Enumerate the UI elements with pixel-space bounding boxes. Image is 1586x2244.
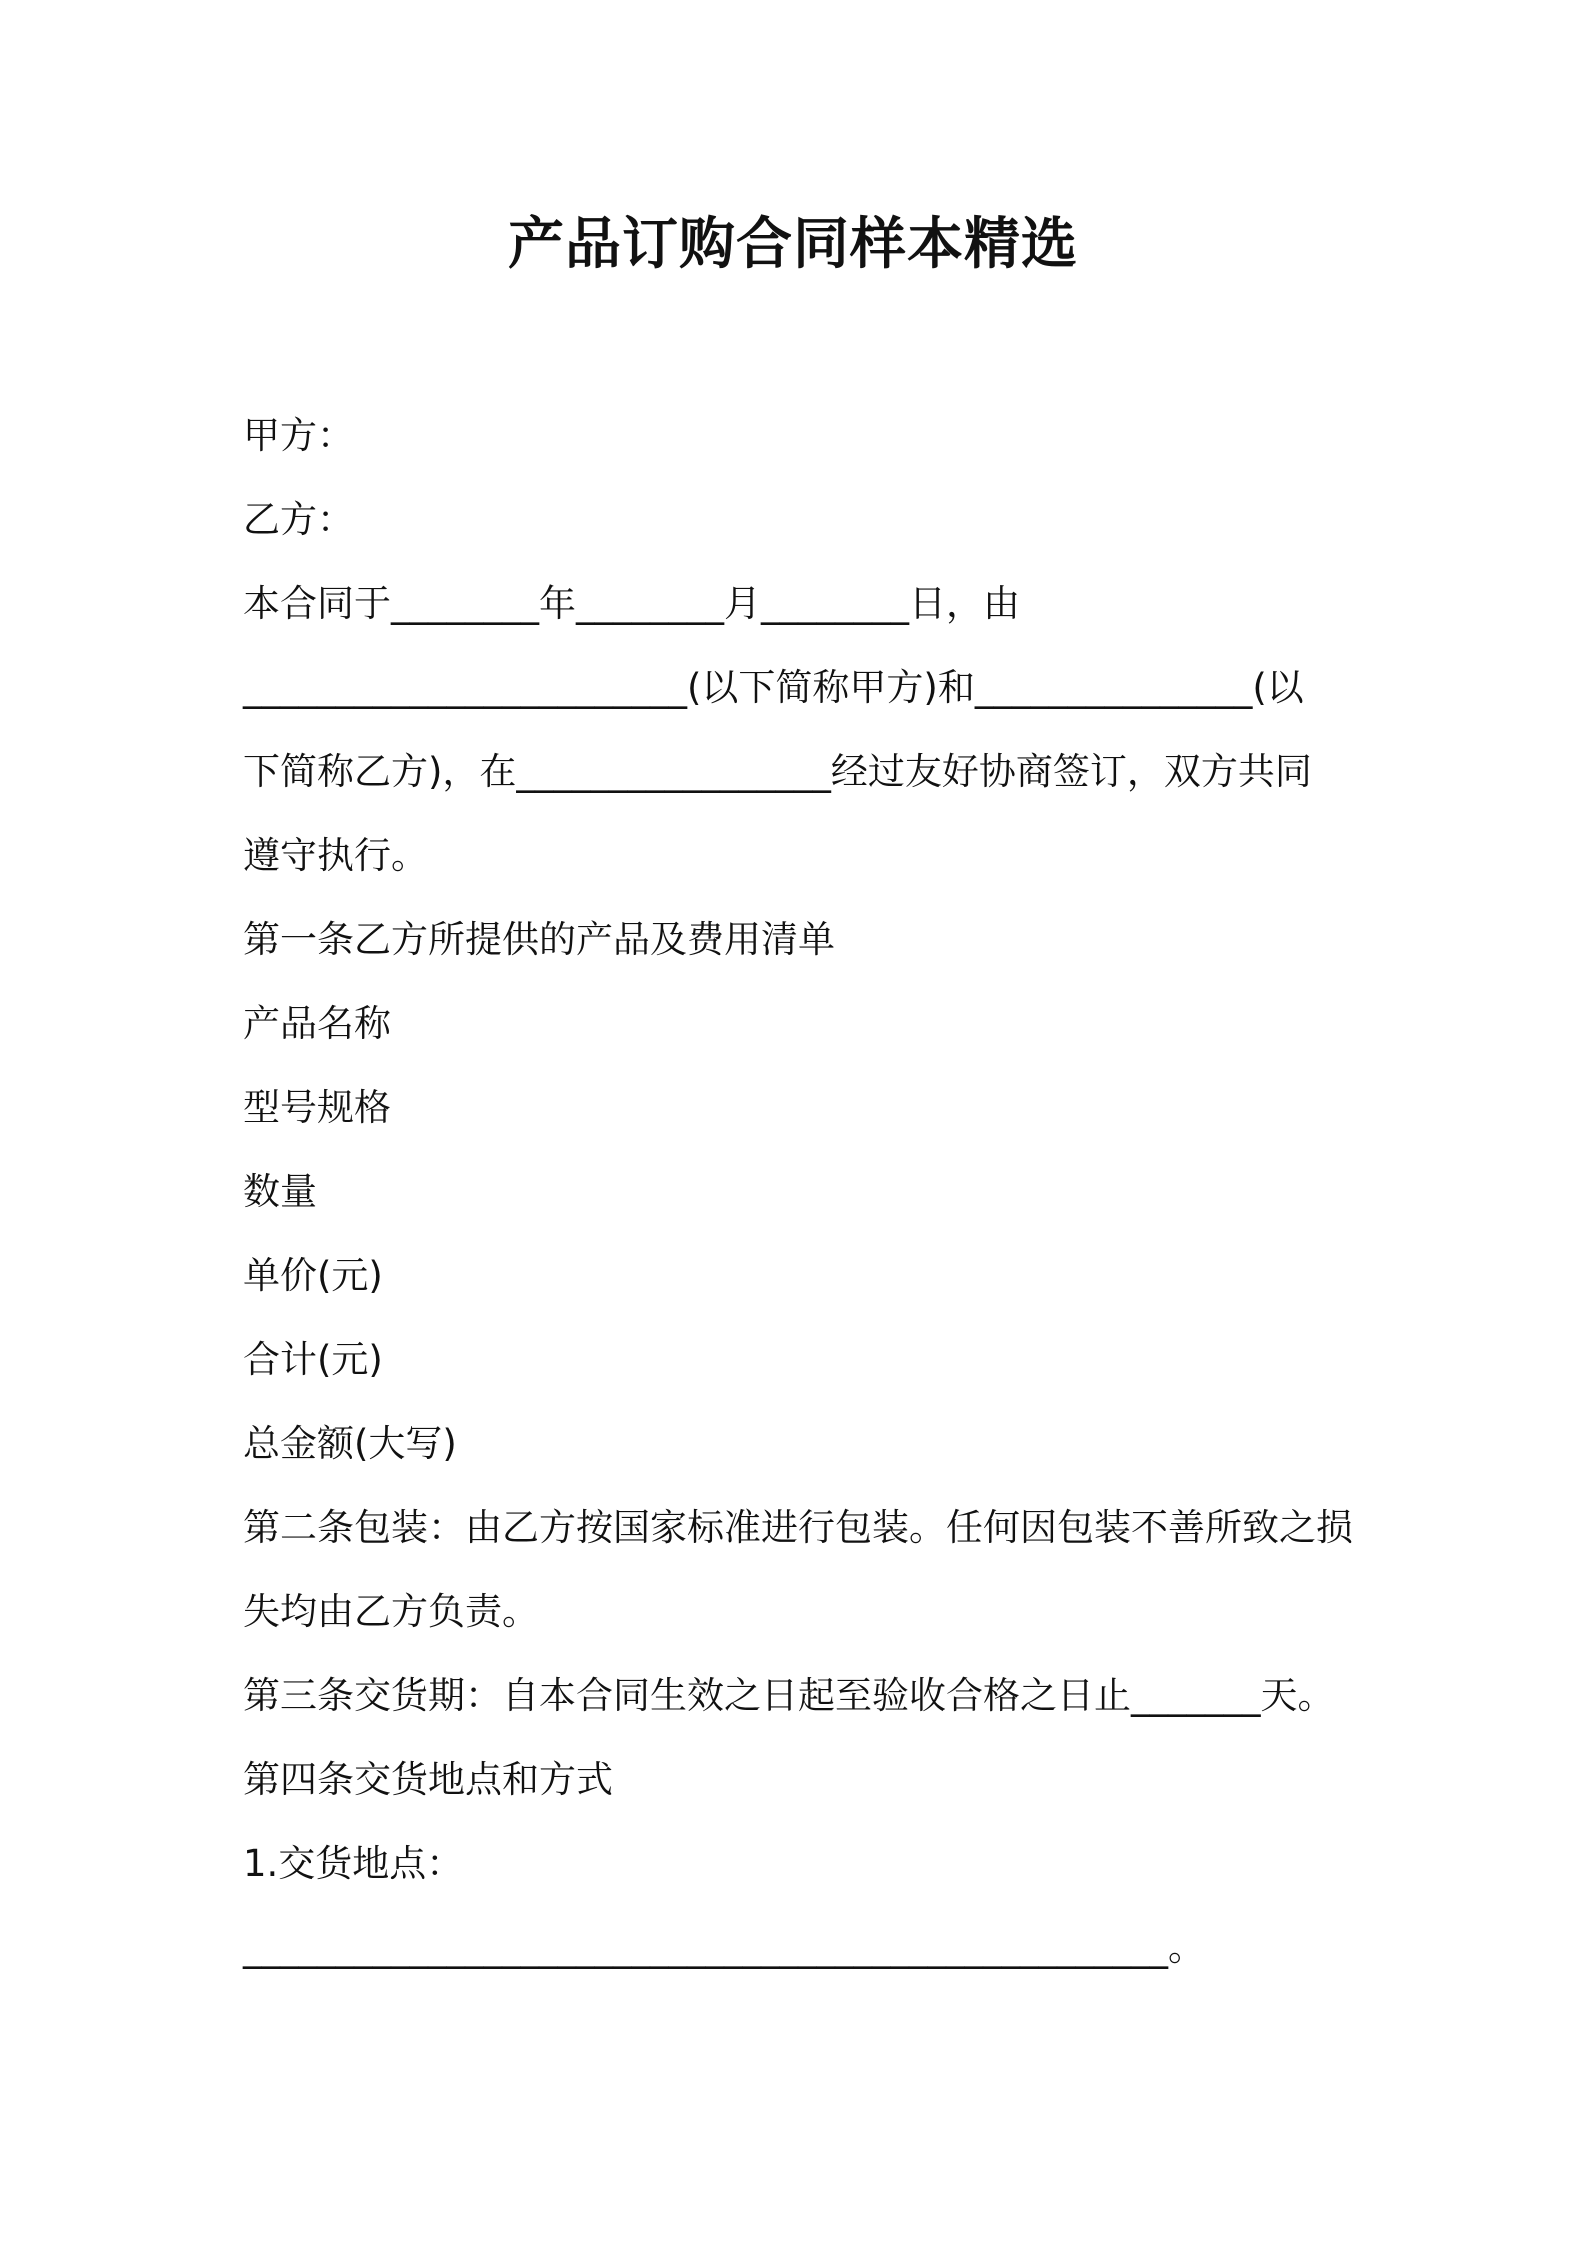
article-4-heading: 第四条交货地点和方式: [243, 1758, 613, 1801]
party-a-line: 甲方：: [243, 414, 354, 457]
party-b-line: 乙方：: [243, 498, 354, 541]
contract-compliance-line: 遵守执行。: [243, 834, 428, 877]
delivery-location-label: 1.交货地点：: [243, 1842, 464, 1885]
contract-parties-line: ________________________(以下简称甲方)和_______________(以: [243, 666, 1304, 709]
quantity-label: 数量: [243, 1170, 317, 1213]
document-title: 产品订购合同样本精选: [508, 212, 1078, 277]
unit-price-label: 单价(元): [243, 1254, 383, 1297]
article-2-line-2: 失均由乙方负责。: [243, 1590, 539, 1633]
product-name-label: 产品名称: [243, 1002, 391, 1045]
contract-location-line: 下简称乙方)，在_________________经过友好协商签订，双方共同: [243, 750, 1312, 793]
contract-date-line: 本合同于________年________月________日，由: [243, 582, 1020, 625]
article-3-line: 第三条交货期：自本合同生效之日起至验收合格之日止_______天。: [243, 1674, 1335, 1717]
total-amount-label: 总金额(大写): [243, 1422, 457, 1465]
delivery-location-blank: __________________________________________________。: [243, 1926, 1205, 1969]
model-spec-label: 型号规格: [243, 1086, 391, 1129]
article-1-heading: 第一条乙方所提供的产品及费用清单: [243, 918, 835, 961]
article-2-line-1: 第二条包装：由乙方按国家标准进行包装。任何因包装不善所致之损: [243, 1506, 1353, 1549]
subtotal-label: 合计(元): [243, 1338, 383, 1381]
